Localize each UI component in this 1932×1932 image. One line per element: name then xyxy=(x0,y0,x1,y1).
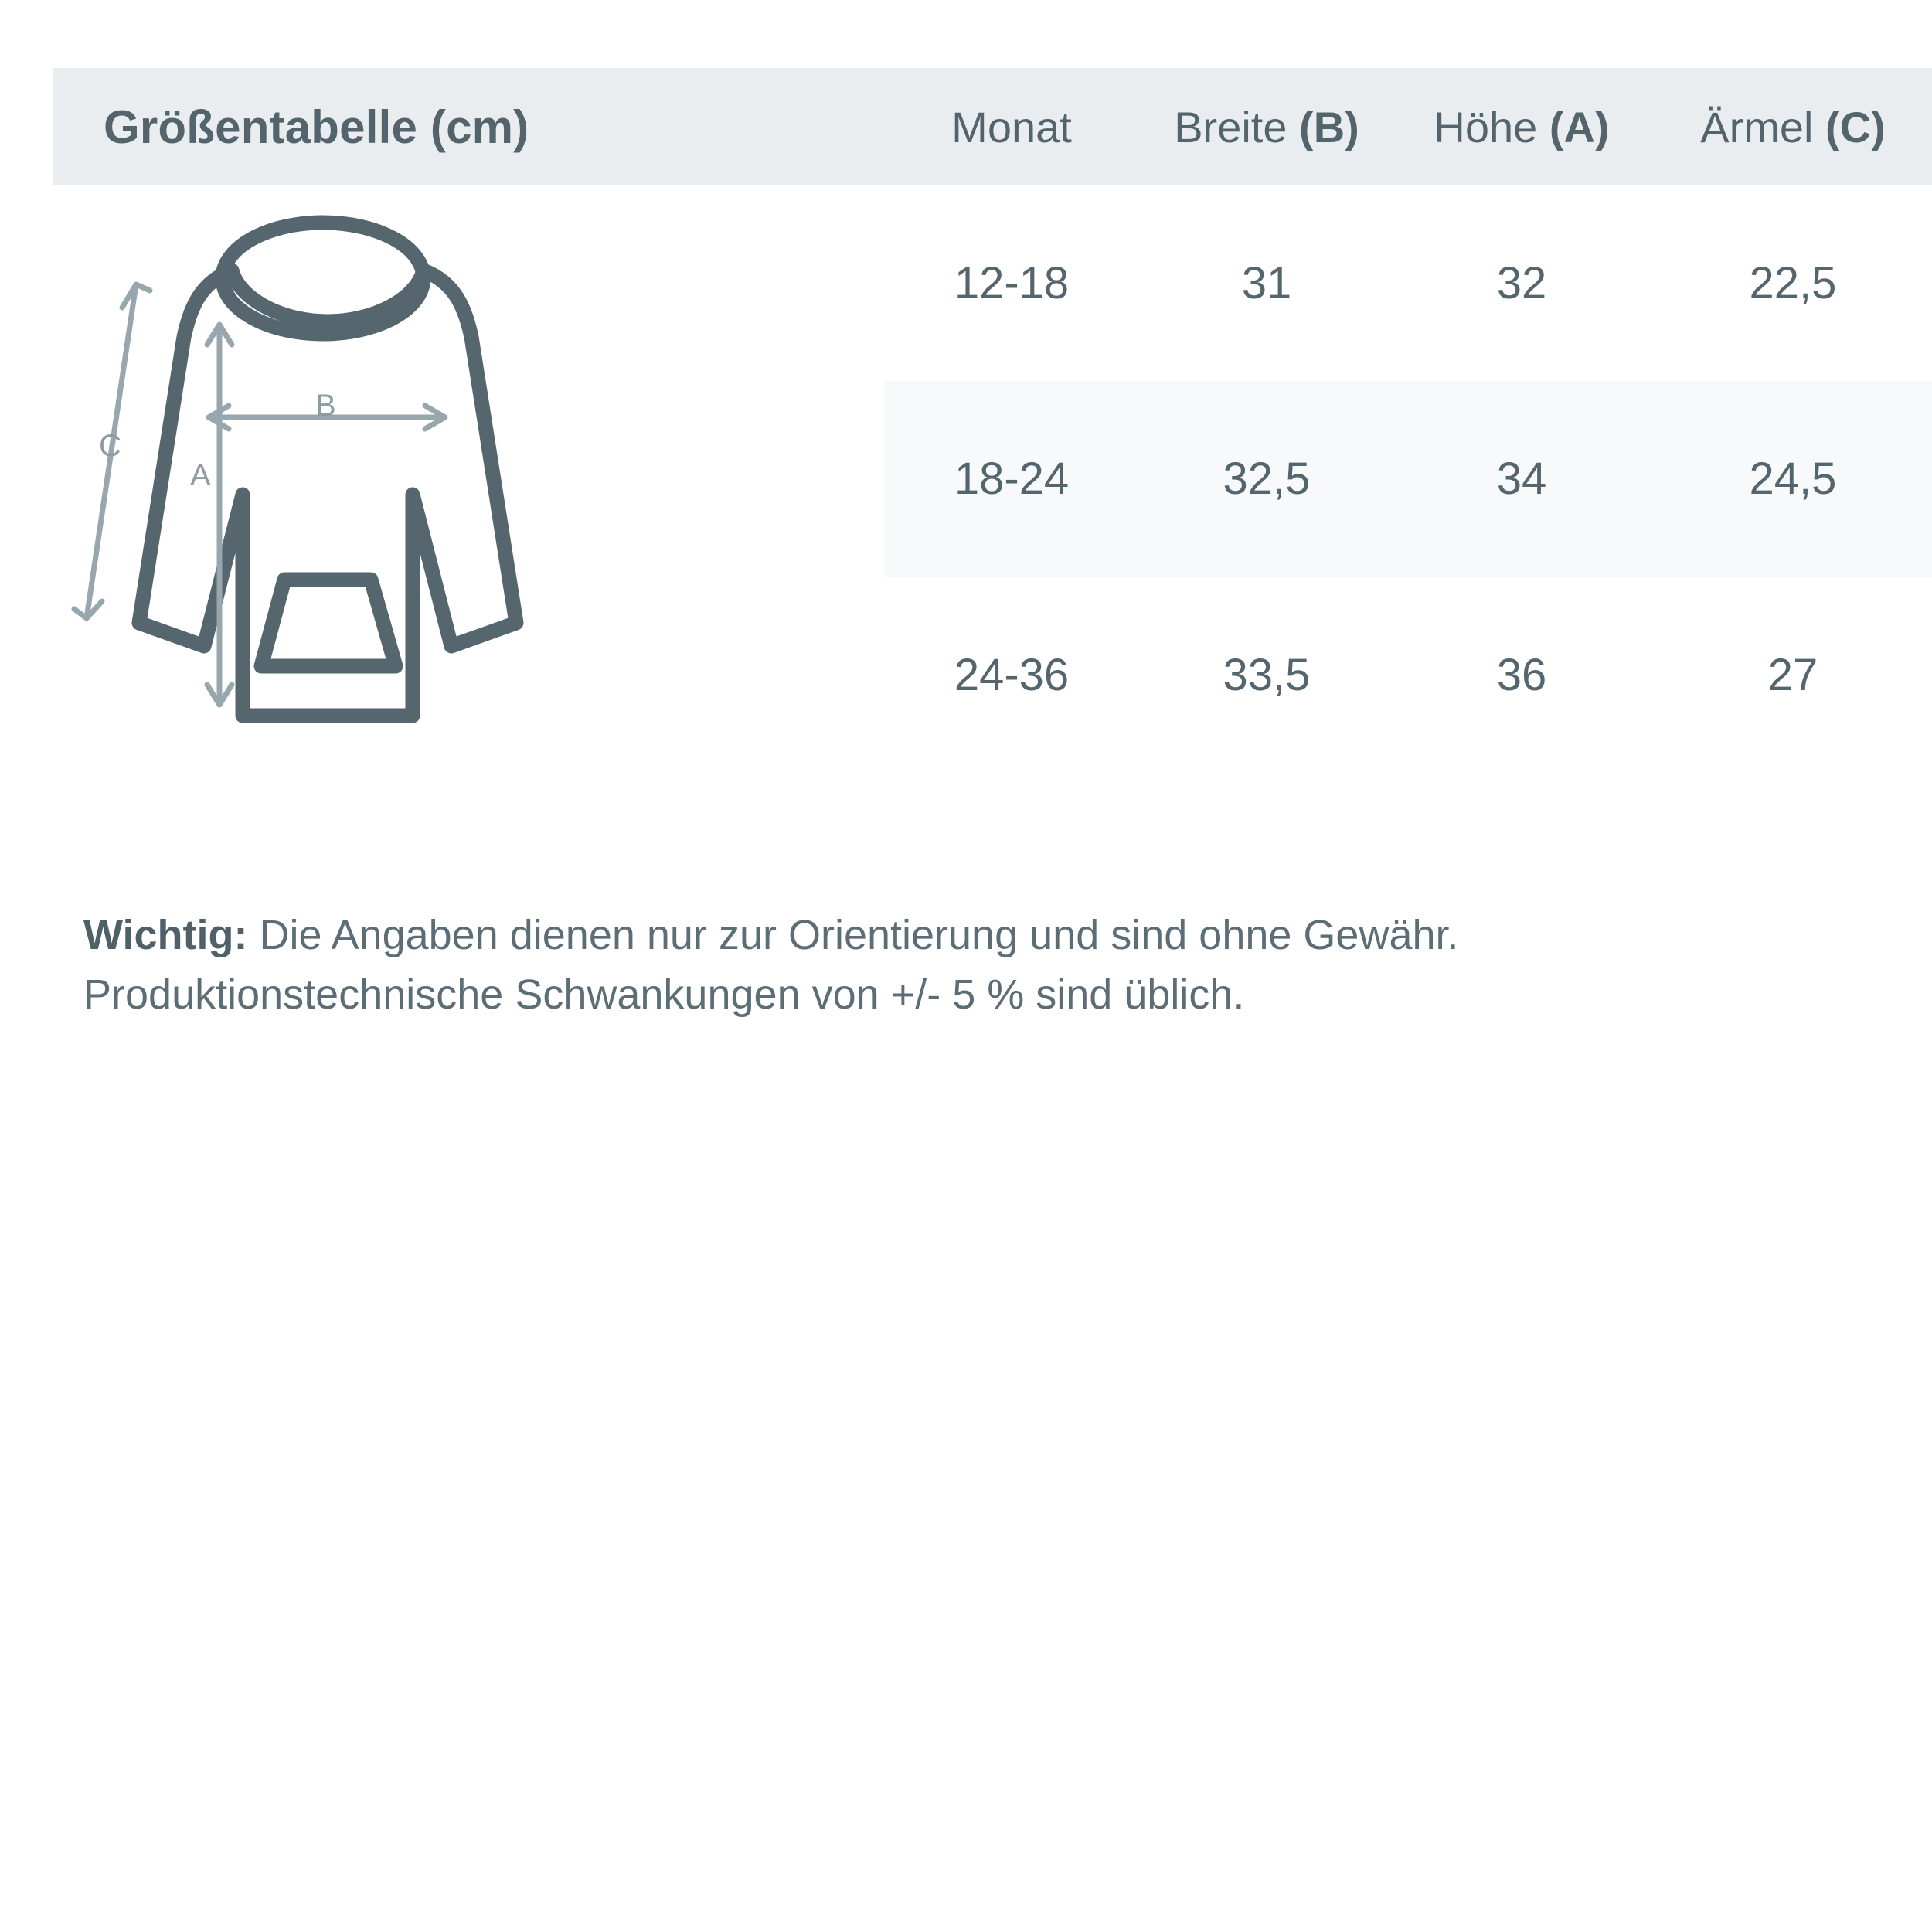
size-table-header xyxy=(53,68,1932,185)
column-header-sleeve-emphasis: (C) xyxy=(1825,102,1886,151)
cell-height: 34 xyxy=(1394,381,1649,577)
disclaimer-note xyxy=(83,906,1861,1024)
column-header-width-emphasis: (B) xyxy=(1299,102,1359,151)
hoodie-svg xyxy=(53,185,825,773)
column-header-height xyxy=(1394,68,1649,185)
header-row xyxy=(53,68,1932,185)
table-row xyxy=(53,185,1932,381)
disclaimer-lead: Wichtig: xyxy=(83,912,248,958)
cell-sleeve: 22,5 xyxy=(1749,258,1837,309)
cell-sleeve: 24,5 xyxy=(1649,381,1932,577)
cell-width: 31 xyxy=(1241,258,1292,309)
cell-sleeve: 27 xyxy=(1767,649,1818,700)
cell-width: 33,5 xyxy=(1223,649,1311,700)
cell-month: 12-18 xyxy=(954,258,1070,309)
cell-month: 24-36 xyxy=(954,649,1070,700)
garment-diagram-cell xyxy=(53,185,884,773)
disclaimer-text: Die Angaben dienen nur zur Orientierung und sind ohne Gewähr. Produktionstechnische Schwankungen von +/- 5 % sind üblich. xyxy=(83,912,1459,1018)
column-header-height-emphasis: (A) xyxy=(1549,102,1610,151)
label-b: B xyxy=(315,389,336,423)
column-header-sleeve-label: Ärmel xyxy=(1700,102,1826,151)
cell-height: 32 xyxy=(1496,258,1547,309)
cell-width: 32,5 xyxy=(1139,381,1394,577)
column-header-height-label: Höhe xyxy=(1434,102,1549,151)
column-header-sleeve xyxy=(1649,68,1932,185)
size-table-body xyxy=(53,185,1932,773)
column-header-month-label: Monat xyxy=(951,102,1072,151)
label-c: C xyxy=(99,429,121,463)
column-header-width xyxy=(1139,68,1394,185)
hoodie-illustration xyxy=(53,185,825,773)
cell-height: 36 xyxy=(1496,649,1547,700)
column-header-width-label: Breite xyxy=(1174,102,1300,151)
cell-month: 18-24 xyxy=(884,381,1139,577)
size-table xyxy=(53,68,1932,773)
label-a: A xyxy=(190,458,211,492)
column-header-month xyxy=(884,68,1139,185)
page-title: Größentabelle (cm) xyxy=(53,68,884,185)
